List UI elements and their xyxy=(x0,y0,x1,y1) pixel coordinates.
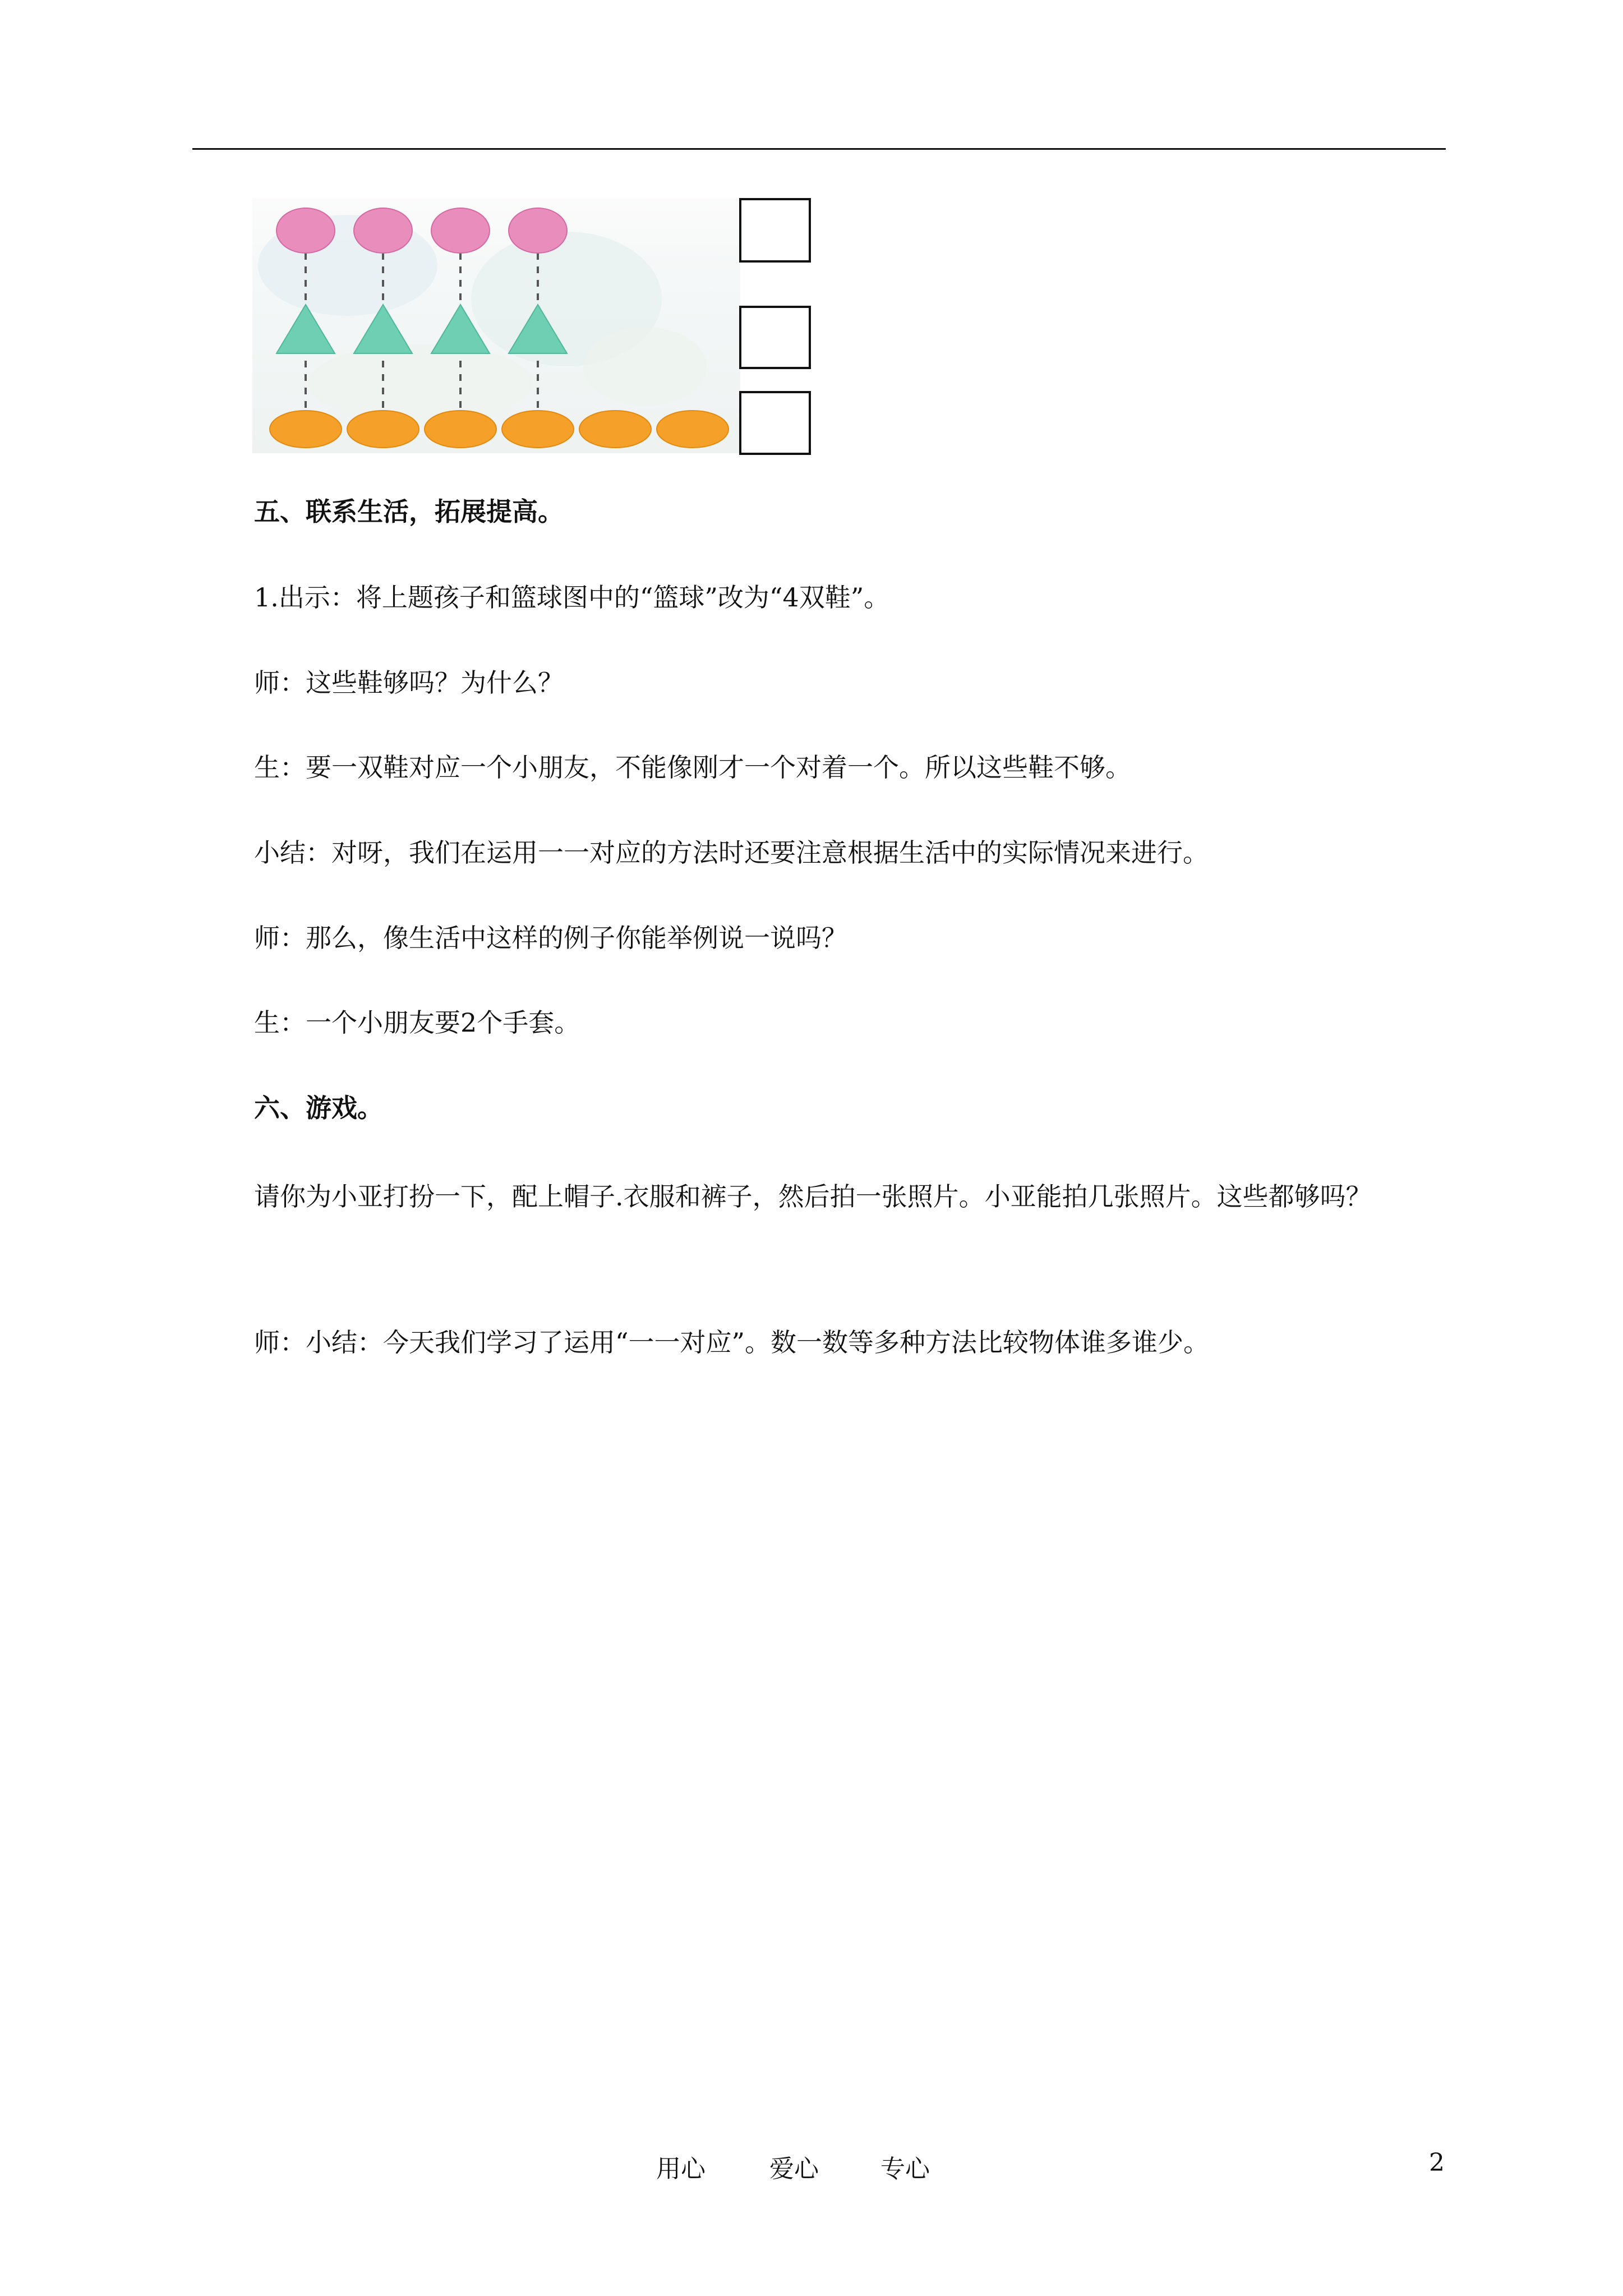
answer-box-triangles[interactable] xyxy=(739,306,811,369)
section6-summary: 师：小结：今天我们学习了运用“一一对应”。数一数等多种方法比较物体谁多谁少。 xyxy=(254,1327,1210,1358)
section5-heading: 五、联系生活，拓展提高。 xyxy=(254,496,564,527)
answer-box-ovals[interactable] xyxy=(739,391,811,455)
oval-row xyxy=(270,411,728,448)
matching-figure-svg xyxy=(252,198,740,453)
section5-line: 1.出示：将上题孩子和篮球图中的“篮球”改为“4双鞋”。 xyxy=(254,582,890,613)
orange-oval xyxy=(657,411,728,448)
footer-item: 专心 xyxy=(880,2155,930,2183)
page-number: 2 xyxy=(1429,2148,1445,2177)
header-rule xyxy=(192,148,1446,150)
pink-circle xyxy=(509,208,567,253)
section6-heading: 六、游戏。 xyxy=(254,1093,383,1123)
orange-oval xyxy=(579,411,651,448)
section5-line: 师：那么，像生活中这样的例子你能举例说一说吗？ xyxy=(254,923,847,953)
section5-line: 生：要一双鞋对应一个小朋友，不能像刚才一个对着一个。所以这些鞋不够。 xyxy=(254,752,1131,783)
footer-item: 用心 xyxy=(656,2155,706,2183)
pink-circle xyxy=(354,208,412,253)
section6-paragraph: 请你为小亚打扮一下，配上帽子.衣服和裤子，然后拍一张照片。小亚能拍几张照片。这些都够吗？ xyxy=(254,1181,1372,1212)
pink-circle xyxy=(276,208,335,253)
footer-item: 爱心 xyxy=(769,2155,819,2183)
orange-oval xyxy=(347,411,419,448)
orange-oval xyxy=(270,411,342,448)
section5-line: 生：一个小朋友要2个手套。 xyxy=(254,1007,580,1038)
pink-circle xyxy=(431,208,490,253)
orange-oval xyxy=(502,411,574,448)
section5-line: 小结：对呀，我们在运用一一对应的方法时还要注意根据生活中的实际情况来进行。 xyxy=(254,838,1209,868)
section5-line: 师：这些鞋够吗？为什么？ xyxy=(254,668,564,698)
answer-box-circles[interactable] xyxy=(739,198,811,263)
orange-oval xyxy=(425,411,496,448)
matching-figure xyxy=(252,198,740,453)
